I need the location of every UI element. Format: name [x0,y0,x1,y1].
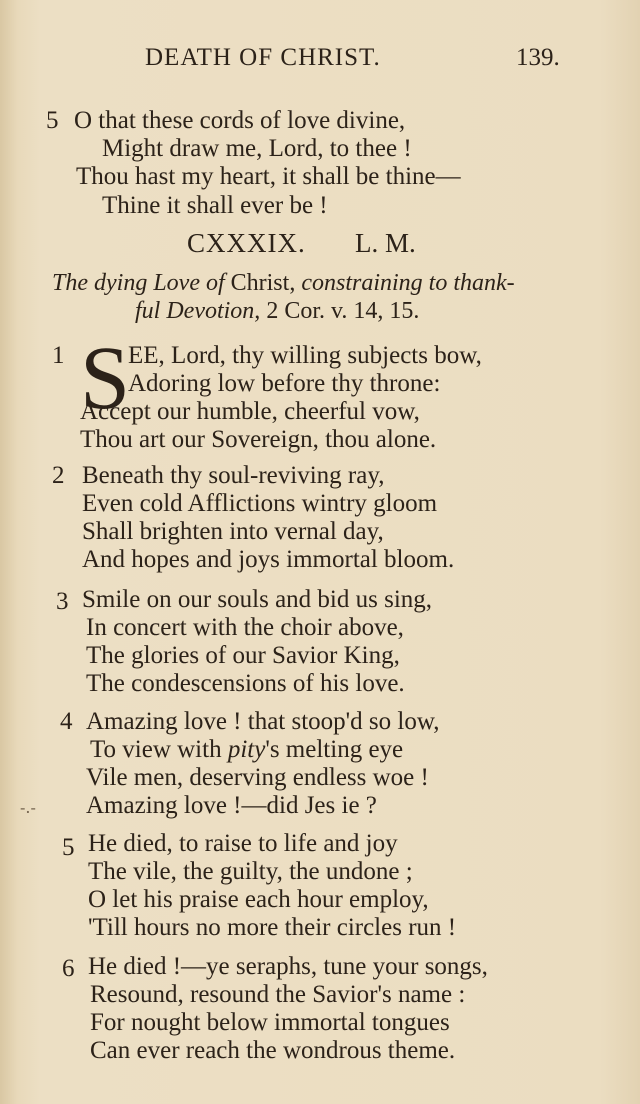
stanza-number: 2 [52,462,65,489]
verse-line: He died !—ye seraphs, tune your songs, [88,953,488,980]
verse-line: The vile, the guilty, the undone ; [88,858,413,885]
stanza-number: 6 [62,955,75,982]
verse-line: And hopes and joys immortal bloom. [82,546,455,573]
drop-cap: S [80,329,131,428]
page-number: 139. [516,44,560,71]
hymn-subtitle-line [52,270,515,297]
verse-line [90,736,403,764]
stanza-number: 3 [56,588,69,615]
verse-line: Adoring low before thy throne: [128,370,441,397]
verse-text-italic: pity [227,736,266,763]
hymn-number: CXXXIX. [187,228,306,258]
subtitle-text: constraining to thank- [301,270,515,296]
verse-line: He died, to raise to life and joy [88,830,398,857]
verse-text: 's melting eye [265,736,404,763]
verse-text: To view with [90,736,222,763]
page-header [0,44,640,84]
verse-line: O let his praise each hour employ, [88,886,429,913]
verse-line: Thine it shall ever be ! [102,192,328,219]
verse-line: O that these cords of love divine, [74,107,406,134]
stanza-number: 1 [52,342,65,369]
verse-line: In concert with the choir above, [86,614,404,641]
verse-line: Smile on our souls and bid us sing, [82,586,433,613]
verse-line: Even cold Afflictions wintry gloom [82,490,438,517]
subtitle-text: ful Devotion, [135,298,261,324]
verse-line: Might draw me, Lord, to thee ! [102,135,412,162]
verse-line: Thou art our Sovereign, thou alone. [80,426,437,453]
stanza-number: 4 [60,708,73,735]
stanza-number: 5 [46,107,59,134]
verse-line: Amazing love ! that stoop'd so low, [86,708,440,735]
hymn-subtitle-line [135,298,419,325]
verse-line: EE, Lord, thy willing subjects bow, [128,342,482,369]
verse-line: Shall brighten into vernal day, [82,518,384,545]
verse-line: Beneath thy soul-reviving ray, [82,462,385,489]
verse-line: Resound, resound the Savior's name : [90,981,466,1008]
running-title: DEATH OF CHRIST. [145,44,381,71]
verse-line: Thou hast my heart, it shall be thine— [76,163,461,190]
subtitle-text: The dying Love of [52,270,225,296]
verse-line: For nought below immortal tongues [90,1009,450,1036]
verse-line: Accept our humble, cheerful vow, [80,398,420,425]
subtitle-text: Christ, [230,270,296,296]
stanza-number: 5 [62,834,75,861]
verse-line: The condescensions of his love. [86,670,405,697]
scripture-reference: 2 Cor. v. 14, 15. [266,298,420,324]
hymn-meter: L. M. [355,228,416,258]
verse-line: The glories of our Savior King, [86,642,400,669]
verse-line: 'Till hours no more their circles run ! [88,914,457,941]
verse-line: Amazing love !—did Jes ie ? [86,792,377,819]
verse-line: Can ever reach the wondrous theme. [90,1037,456,1064]
verse-line: Vile men, deserving endless woe ! [86,764,429,791]
margin-mark: -.- [20,798,36,817]
